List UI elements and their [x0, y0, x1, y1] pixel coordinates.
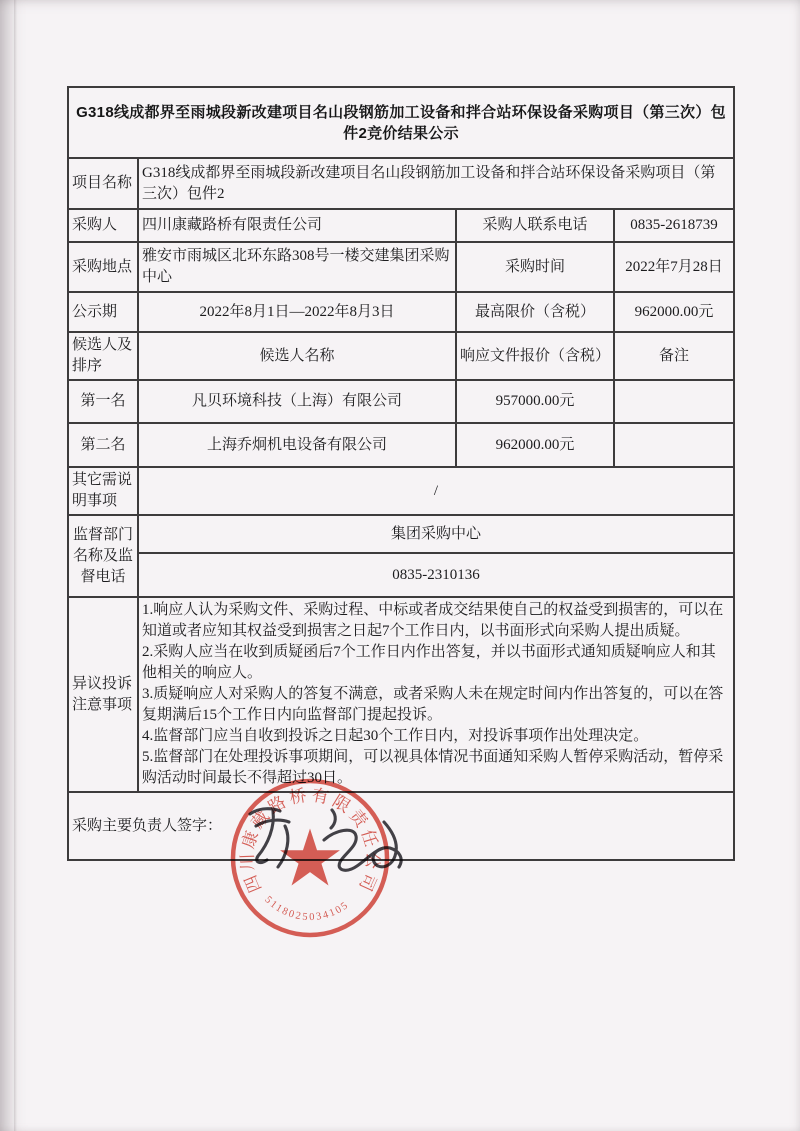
seal-code-text: 5118025034105 — [262, 894, 352, 924]
objection-item: 2.采购人应当在收到质疑函后7个工作日内作出答复，并以书面形式通知质疑响应人和其他相关的响应人。 — [142, 644, 716, 681]
candidate-rank: 第二名 — [68, 423, 138, 467]
other-notes-label: 其它需说明事项 — [68, 467, 138, 515]
table-row — [68, 242, 734, 292]
candidate-row — [68, 380, 734, 423]
candidates-name-header: 候选人名称 — [138, 332, 456, 380]
table-row — [68, 292, 734, 332]
objection-item: 4.监督部门应当自收到投诉之日起30个工作日内，对投诉事项作出处理决定。 — [142, 728, 649, 744]
max-price-value: 962000.00元 — [614, 292, 734, 332]
project-name-label: 项目名称 — [68, 158, 138, 209]
location-label: 采购地点 — [68, 242, 138, 292]
purchaser-value: 四川康藏路桥有限责任公司 — [138, 209, 456, 242]
announcement-table — [67, 86, 735, 861]
document-title: G318线成都界至雨城段新改建项目名山段钢筋加工设备和拌合站环保设备采购项目（第三次）包件2竞价结果公示 — [68, 87, 734, 158]
candidate-price: 962000.00元 — [456, 423, 614, 467]
time-value: 2022年7月28日 — [614, 242, 734, 292]
table-row — [68, 158, 734, 209]
objection-content — [138, 597, 734, 792]
objection-item: 3.质疑响应人对采购人的答复不满意，或者采购人未在规定时间内作出答复的，可以在答复期满后15个工作日内向监督部门提起投诉。 — [142, 686, 724, 723]
table-row — [68, 209, 734, 242]
signature-label: 采购主要负责人签字： — [68, 792, 734, 860]
purchaser-phone-label: 采购人联系电话 — [456, 209, 614, 242]
signature-row — [68, 792, 734, 860]
time-label: 采购时间 — [456, 242, 614, 292]
candidate-note — [614, 380, 734, 423]
supervision-phone-row — [68, 553, 734, 597]
other-notes-value: / — [138, 467, 734, 515]
purchaser-label: 采购人 — [68, 209, 138, 242]
purchaser-phone-value: 0835-2618739 — [614, 209, 734, 242]
candidates-rank-header: 候选人及排序 — [68, 332, 138, 380]
candidate-row — [68, 423, 734, 467]
objection-label: 异议投诉注意事项 — [68, 597, 138, 792]
title-row — [68, 87, 734, 158]
candidate-name: 凡贝环境科技（上海）有限公司 — [138, 380, 456, 423]
candidates-price-header: 响应文件报价（含税） — [456, 332, 614, 380]
candidate-note — [614, 423, 734, 467]
seal-company-text: 四川康藏路桥有限责任公司 — [237, 785, 383, 898]
candidates-note-header: 备注 — [614, 332, 734, 380]
objection-item: 1.响应人认为采购文件、采购过程、中标或者成交结果使自己的权益受到损害的，可以在知道或者应知其权益受到损害之日起7个工作日内，以书面形式向采购人提出质疑。 — [142, 602, 724, 639]
candidate-rank: 第一名 — [68, 380, 138, 423]
supervision-dept: 集团采购中心 — [138, 515, 734, 553]
location-value: 雅安市雨城区北环东路308号一楼交建集团采购中心 — [138, 242, 456, 292]
candidate-name: 上海乔炯机电设备有限公司 — [138, 423, 456, 467]
supervision-row — [68, 515, 734, 553]
max-price-label: 最高限价（含税） — [456, 292, 614, 332]
page-fold-shadow — [14, 0, 17, 1131]
publicity-label: 公示期 — [68, 292, 138, 332]
candidates-header-row — [68, 332, 734, 380]
supervision-phone: 0835-2310136 — [138, 553, 734, 597]
candidate-price: 957000.00元 — [456, 380, 614, 423]
publicity-value: 2022年8月1日—2022年8月3日 — [138, 292, 456, 332]
supervision-label: 监督部门名称及监督电话 — [68, 515, 138, 597]
project-name-value: G318线成都界至雨城段新改建项目名山段钢筋加工设备和拌合站环保设备采购项目（第三次）包件2 — [138, 158, 734, 209]
objection-row — [68, 597, 734, 792]
table-row — [68, 467, 734, 515]
objection-item: 5.监督部门在处理投诉事项期间，可以视具体情况书面通知采购人暂停采购活动，暂停采购活动时间最长不得超过30日。 — [142, 749, 724, 786]
